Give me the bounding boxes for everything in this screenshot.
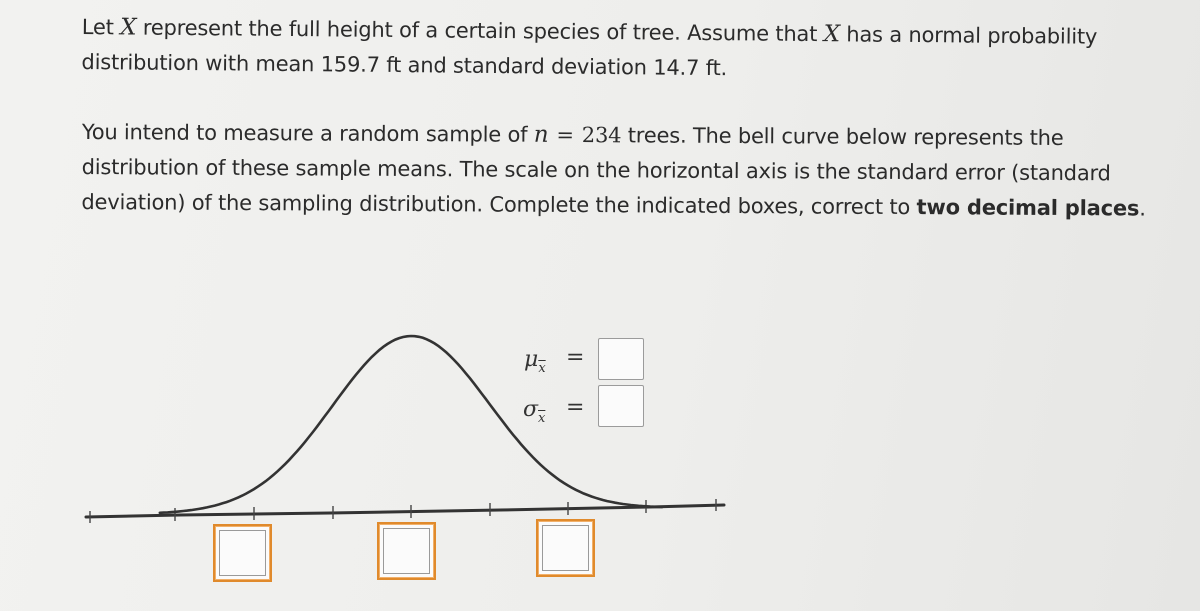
sigma-symbol: σ: [523, 397, 539, 422]
sample-size-value: 234: [581, 123, 622, 148]
variable-n: n: [533, 121, 549, 148]
text-fragment: Let: [81, 14, 121, 40]
text-fragment: has a normal probability distribution with mean 159.7 ft and standard deviation 14.7 ft.: [81, 22, 1098, 81]
axis-value-input-left[interactable]: [213, 524, 272, 582]
equals-sign: =: [556, 122, 574, 148]
axis-value-input-mean[interactable]: [377, 522, 436, 580]
text-fragment: You intend to measure a random sample of: [81, 119, 534, 147]
emphasis-text: two decimal places: [916, 195, 1140, 221]
text-fragment: represent the full height of a certain species of tree. Assume that: [136, 15, 824, 47]
sigma-xbar-label: [523, 397, 546, 426]
sigma-equals-sign: =: [566, 395, 585, 420]
mu-xbar-label: [524, 347, 546, 376]
mu-equals-sign: =: [566, 345, 585, 370]
mu-xbar-input[interactable]: [598, 338, 644, 380]
axis-value-input-right[interactable]: [536, 519, 595, 577]
xbar-subscript: x: [538, 361, 546, 376]
bell-curve: [160, 336, 662, 513]
text-fragment: .: [1139, 196, 1146, 221]
xbar-subscript: x: [538, 411, 546, 426]
variable-x: X: [120, 14, 137, 41]
mu-symbol: μ: [524, 347, 539, 372]
text-fragment: trees. The bell curve below represents the distribution of these sample means. The scale on the horizontal axis is the standard error (standard deviation) of the sampling distribution. Complete the indicated boxes, correct to: [81, 123, 1111, 220]
sigma-xbar-input[interactable]: [598, 385, 644, 427]
variable-x: X: [823, 21, 840, 48]
